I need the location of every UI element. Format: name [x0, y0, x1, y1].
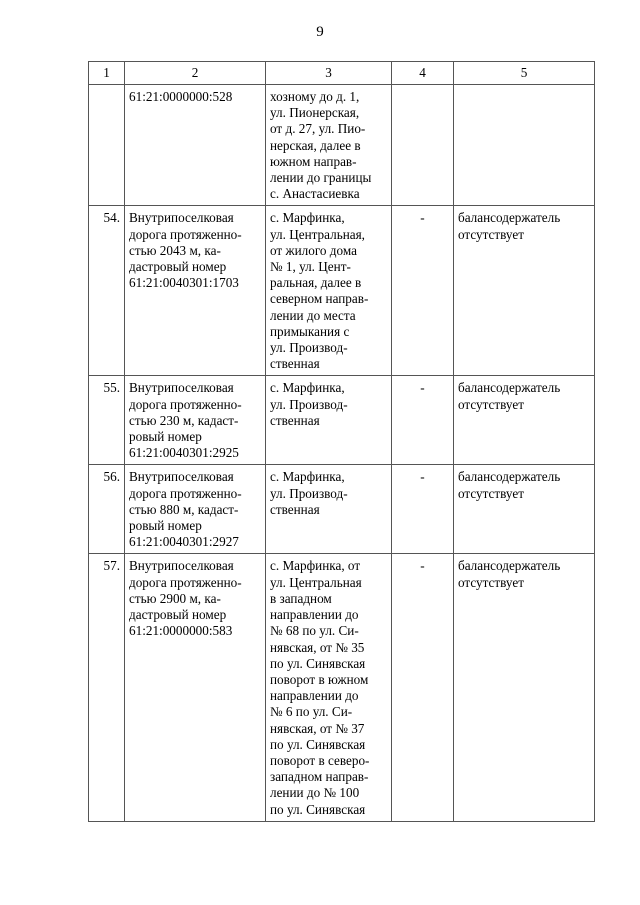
object-description: Внутрипоселковая дорога протяженно- стью 880 м, кадаст- ровый номер 61:21:0040301:2927: [125, 465, 266, 554]
location-description: с. Марфинка, от ул. Центральная в западном направлении до № 68 по ул. Си- нявская, от № 35 по ул. Синявская поворот в южном направлении до № 6 по ул. Си- нявская, от № 37 по ул. Синявская поворот в северо- западном направ- лении до № 100 по ул. Синявская: [266, 554, 392, 821]
column-4-value: -: [392, 465, 454, 554]
column-4-value: -: [392, 554, 454, 821]
column-header-5: 5: [454, 62, 595, 85]
object-description: Внутрипоселковая дорога протяженно- стью 2043 м, ка- дастровый номер 61:21:0040301:1703: [125, 206, 266, 376]
registry-table: [88, 61, 595, 822]
balance-holder: балансодержатель отсутствует: [454, 554, 595, 821]
table-row: [89, 206, 595, 376]
column-4-value: -: [392, 376, 454, 465]
object-description: Внутрипоселковая дорога протяженно- стью 230 м, кадаст- ровый номер 61:21:0040301:2925: [125, 376, 266, 465]
table-row: [89, 465, 595, 554]
table-row: [89, 85, 595, 206]
balance-holder: балансодержатель отсутствует: [454, 376, 595, 465]
column-4-value: [392, 85, 454, 206]
row-number: 56.: [89, 465, 125, 554]
table-row: [89, 376, 595, 465]
object-description: 61:21:0000000:528: [125, 85, 266, 206]
page-number: 9: [316, 24, 324, 40]
location-description: с. Марфинка, ул. Производ- ственная: [266, 465, 392, 554]
row-number: 55.: [89, 376, 125, 465]
balance-holder: балансодержатель отсутствует: [454, 465, 595, 554]
column-header-2: 2: [125, 62, 266, 85]
balance-holder: балансодержатель отсутствует: [454, 206, 595, 376]
object-description: Внутрипоселковая дорога протяженно- стью 2900 м, ка- дастровый номер 61:21:0000000:583: [125, 554, 266, 821]
column-header-3: 3: [266, 62, 392, 85]
column-header-1: 1: [89, 62, 125, 85]
location-description: с. Марфинка, ул. Производ- ственная: [266, 376, 392, 465]
column-4-value: -: [392, 206, 454, 376]
row-number: 54.: [89, 206, 125, 376]
location-description: с. Марфинка, ул. Центральная, от жилого дома № 1, ул. Цент- ральная, далее в северном направ- лении до места примыкания с ул. Производ- ственная: [266, 206, 392, 376]
location-description: хозному до д. 1, ул. Пионерская, от д. 27, ул. Пио- нерская, далее в южном направ- лении до границы с. Анастасиевка: [266, 85, 392, 206]
table-header: [89, 62, 595, 85]
balance-holder: [454, 85, 595, 206]
row-number: 57.: [89, 554, 125, 821]
table-row: [89, 554, 595, 821]
row-number: [89, 85, 125, 206]
column-header-4: 4: [392, 62, 454, 85]
